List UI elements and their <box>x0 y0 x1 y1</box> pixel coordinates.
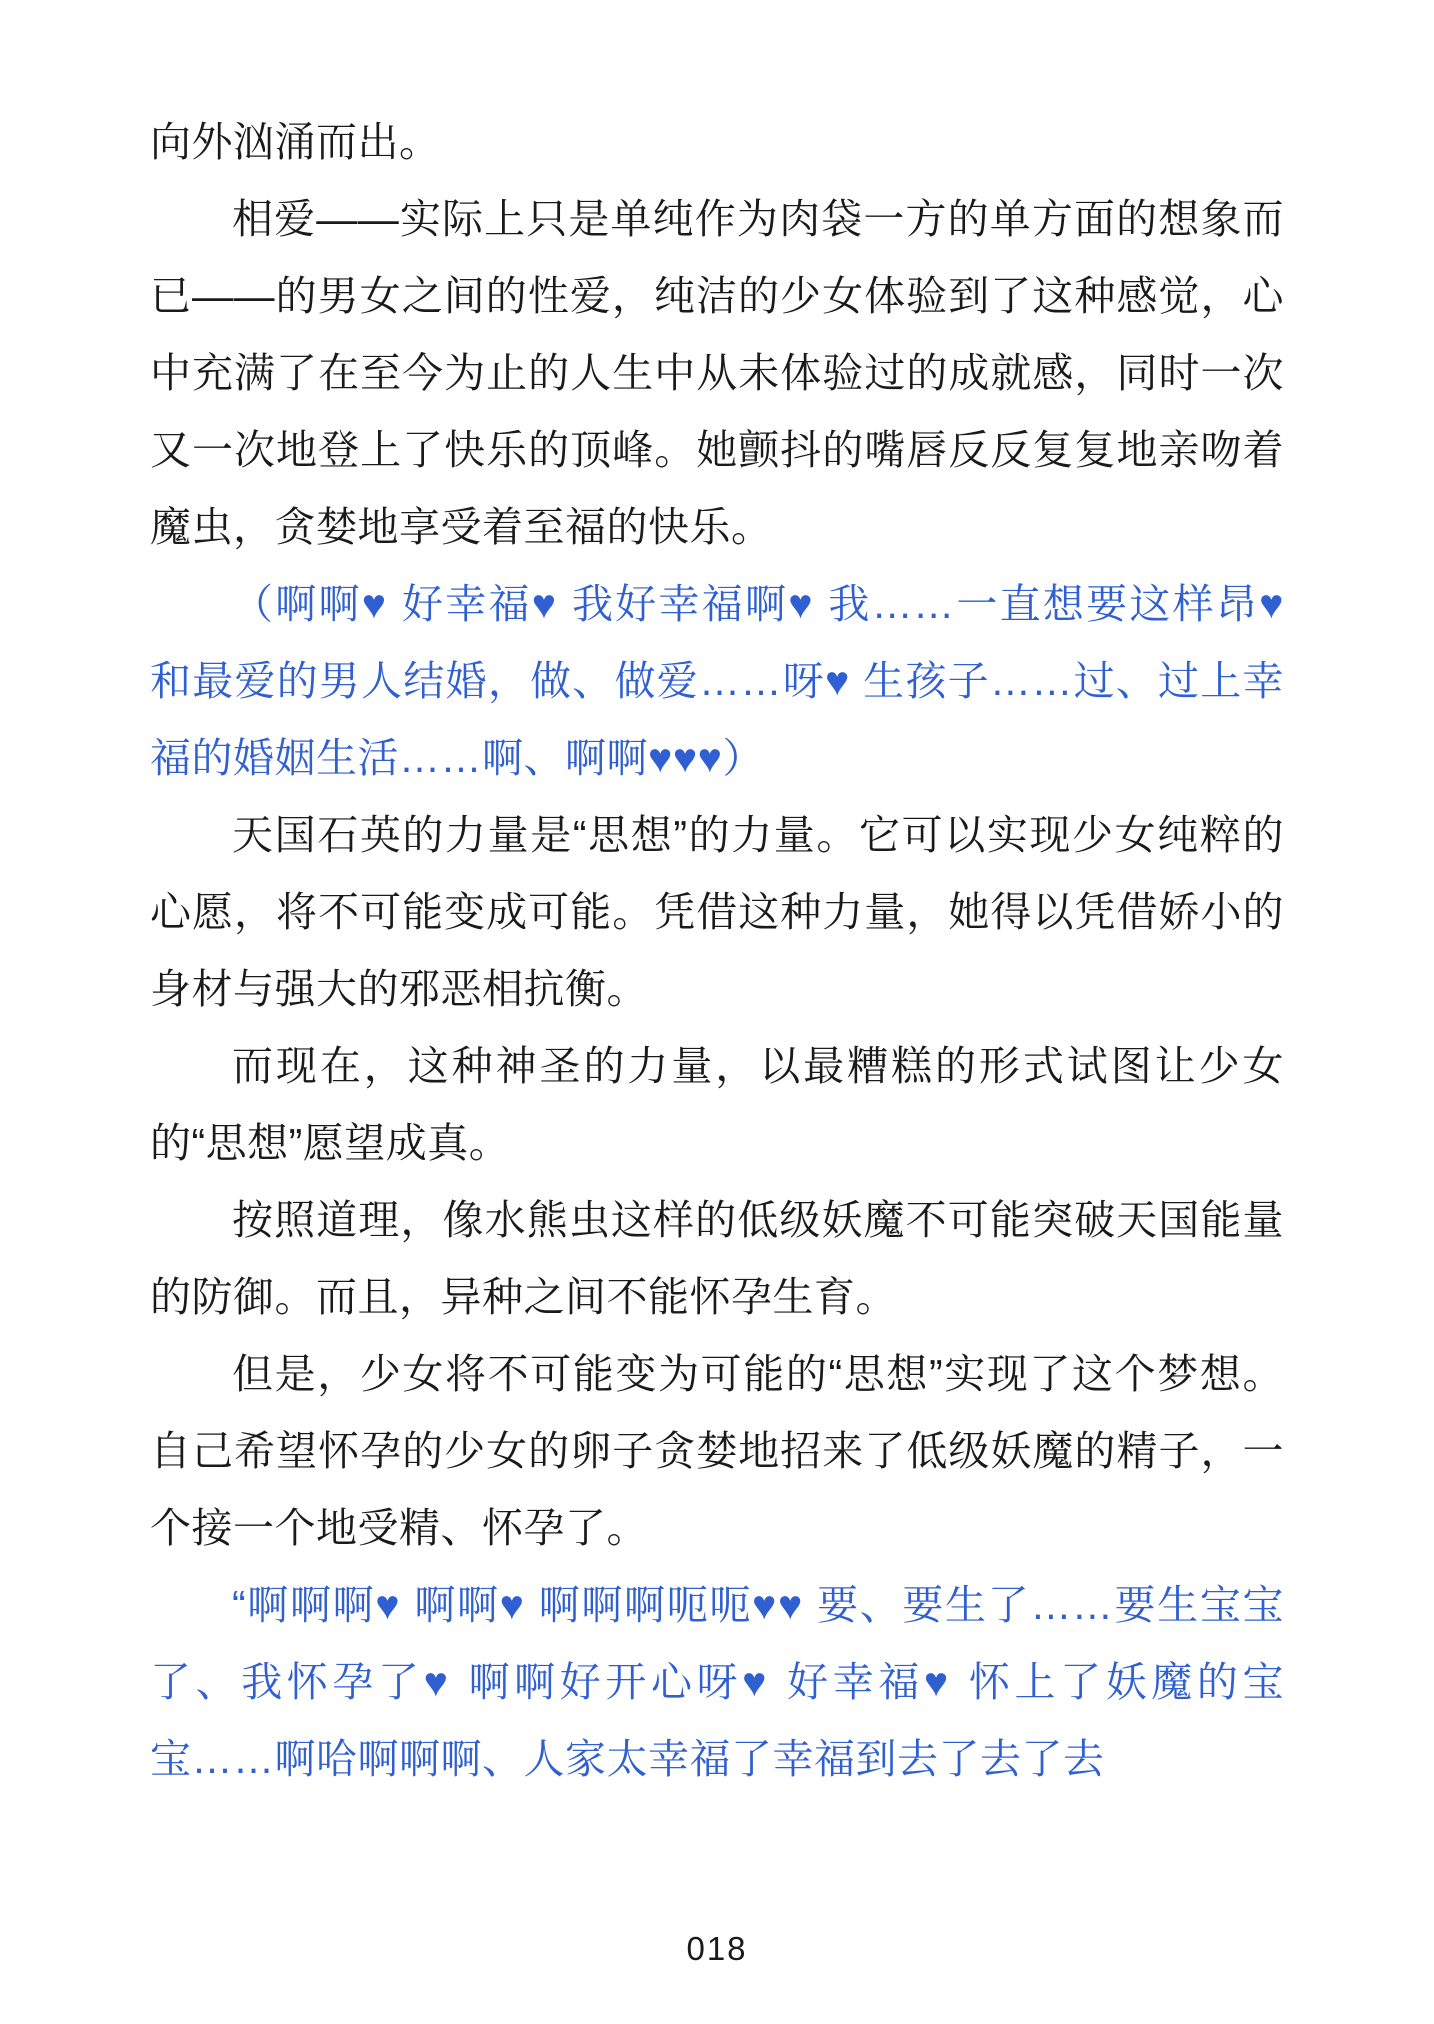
paragraph-7: 但是，少女将不可能变为可能的“思想”实现了这个梦想。自己希望怀孕的少女的卵子贪婪地招来了低级妖魔的精子，一个接一个地受精、怀孕了。 <box>150 1351 1284 1551</box>
paragraph-3: （啊啊♥ 好幸福♥ 我好幸福啊♥ 我……一直想要这样昂♥ 和最爱的男人结婚，做、做爱……呀♥ 生孩子……过、过上幸福的婚姻生活……啊、啊啊♥♥♥） <box>150 581 1284 781</box>
paragraph-4: 天国石英的力量是“思想”的力量。它可以实现少女纯粹的心愿，将不可能变成可能。凭借这种力量，她得以凭借娇小的身材与强大的邪恶相抗衡。 <box>150 812 1284 1012</box>
page-body <box>150 104 1284 1798</box>
paragraph-2: 相爱——实际上只是单纯作为肉袋一方的单方面的想象而已——的男女之间的性爱，纯洁的少女体验到了这种感觉，心中充满了在至今为止的人生中从未体验过的成就感，同时一次又一次地登上了快乐的顶峰。她颤抖的嘴唇反反复复地亲吻着魔虫，贪婪地享受着至福的快乐。 <box>150 196 1284 550</box>
paragraph-1: 向外汹涌而出。 <box>150 119 441 165</box>
paragraph-8: “啊啊啊♥ 啊啊♥ 啊啊啊呃呃♥♥ 要、要生了……要生宝宝了、我怀孕了♥ 啊啊好开心呀♥ 好幸福♥ 怀上了妖魔的宝宝……啊哈啊啊啊、人家太幸福了幸福到去了去了去 <box>150 1582 1284 1782</box>
paragraph-5: 而现在，这种神圣的力量，以最糟糕的形式试图让少女的“思想”愿望成真。 <box>150 1043 1284 1166</box>
page-number: 018 <box>686 1930 748 1967</box>
paragraph-6: 按照道理，像水熊虫这样的低级妖魔不可能突破天国能量的防御。而且，异种之间不能怀孕生育。 <box>150 1197 1284 1320</box>
